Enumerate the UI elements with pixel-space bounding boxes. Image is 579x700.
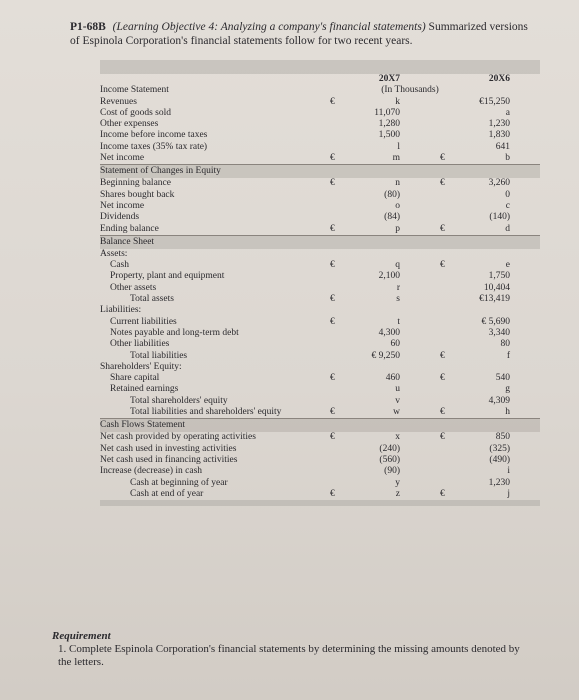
value-20x6: e xyxy=(505,260,510,271)
value-20x6: b xyxy=(505,153,510,164)
value-20x6: 80 xyxy=(500,339,510,350)
value-20x7: y xyxy=(395,477,400,488)
financial-statements-table xyxy=(100,60,540,506)
value-20x6: g xyxy=(505,384,510,395)
value-20x7: r xyxy=(396,282,400,293)
currency-symbol-20x7: € xyxy=(330,260,335,271)
table-row xyxy=(100,271,540,282)
value-20x7: (560) xyxy=(379,454,400,465)
value-20x7: t xyxy=(397,316,400,327)
row-label: Total liabilities xyxy=(130,350,188,361)
currency-symbol-20x7: € xyxy=(330,316,335,327)
row-label: Net cash provided by operating activities xyxy=(100,432,256,443)
units-label: (In Thousands) xyxy=(381,85,439,96)
row-label: Income before income taxes xyxy=(100,130,208,141)
currency-symbol-20x6: € xyxy=(440,407,445,418)
currency-symbol-20x6: € xyxy=(440,488,445,499)
row-label: Net cash used in investing activities xyxy=(100,443,237,454)
value-20x6: h xyxy=(505,407,510,418)
value-20x7: x xyxy=(395,432,400,443)
currency-symbol-20x7: € xyxy=(330,488,335,499)
value-20x7: 11,070 xyxy=(374,107,400,118)
value-20x6: 540 xyxy=(495,373,510,384)
row-label: Dividends xyxy=(100,212,140,223)
value-20x6: 0 xyxy=(505,189,510,200)
currency-symbol-20x7: € xyxy=(330,294,335,305)
section-title-equity: Statement of Changes in Equity xyxy=(100,166,221,177)
value-20x6: (325) xyxy=(489,443,510,454)
value-20x6: 850 xyxy=(495,432,510,443)
row-label: Increase (decrease) in cash xyxy=(100,466,203,477)
row-label: Current liabilities xyxy=(110,316,177,327)
currency-symbol-20x6: € xyxy=(440,350,445,361)
value-20x6: 1,830 xyxy=(488,130,510,141)
row-label: Net income xyxy=(100,153,145,164)
value-20x6: 3,260 xyxy=(488,178,510,189)
value-20x7: (240) xyxy=(379,443,400,454)
currency-symbol-20x7: € xyxy=(330,223,335,234)
row-label: Property, plant and equipment xyxy=(110,271,225,282)
section-title-income-statement: Income Statement xyxy=(100,85,169,96)
value-20x7: s xyxy=(396,294,400,305)
problem-statement xyxy=(70,20,540,48)
value-20x7: 4,300 xyxy=(378,327,400,338)
column-header-20x6: 20X6 xyxy=(488,74,510,84)
table-row xyxy=(100,351,540,362)
table-row xyxy=(100,190,540,201)
value-20x7: € 9,250 xyxy=(371,350,400,361)
row-label: Cash xyxy=(110,260,129,271)
table-row xyxy=(100,224,540,235)
table-row xyxy=(100,466,540,477)
table-row xyxy=(100,478,540,489)
table-top-band xyxy=(100,60,540,74)
column-header-20x7: 20X7 xyxy=(378,74,400,84)
value-20x6: €15,250 xyxy=(479,96,510,107)
requirement-heading: Requirement xyxy=(52,630,111,642)
income-statement-rows xyxy=(100,97,540,165)
table-row xyxy=(100,97,540,108)
value-20x7: 1,280 xyxy=(378,119,400,130)
row-label: Cost of goods sold xyxy=(100,107,171,118)
row-label: Notes payable and long-term debt xyxy=(110,327,239,338)
equity-label-row xyxy=(100,362,540,373)
asset-rows xyxy=(100,260,540,305)
table-row xyxy=(100,212,540,223)
cashflow-section-header xyxy=(100,418,540,432)
row-label: Shares bought back xyxy=(100,189,175,200)
value-20x6: a xyxy=(505,107,510,118)
value-20x6: 641 xyxy=(495,141,510,152)
currency-symbol-20x6: € xyxy=(440,153,445,164)
table-row xyxy=(100,455,540,466)
table-row xyxy=(100,119,540,130)
value-20x6: 10,404 xyxy=(483,282,510,293)
table-bottom-band xyxy=(100,500,540,506)
shareholders-equity-label: Shareholders' Equity: xyxy=(100,361,182,372)
problem-text: Summarized versions of Espinola Corporation's financial statements follow for two recent years. xyxy=(70,21,528,47)
row-label: Cash at beginning of year xyxy=(130,477,228,488)
row-label: Net income xyxy=(100,200,145,211)
currency-symbol-20x7: € xyxy=(330,178,335,189)
value-20x7: k xyxy=(395,96,400,107)
table-row xyxy=(100,130,540,141)
section-title-balance-sheet: Balance Sheet xyxy=(100,236,155,247)
value-20x7: q xyxy=(395,260,400,271)
liabilities-label: Liabilities: xyxy=(100,305,142,316)
value-20x7: 1,500 xyxy=(378,130,400,141)
currency-symbol-20x7: € xyxy=(330,153,335,164)
value-20x7: (90) xyxy=(384,466,400,477)
currency-symbol-20x6: € xyxy=(440,260,445,271)
value-20x6: f xyxy=(506,350,510,361)
table-row xyxy=(100,317,540,328)
row-label: Other expenses xyxy=(100,119,159,130)
equity-rows xyxy=(100,178,540,234)
cash-flow-rows xyxy=(100,432,540,500)
table-row xyxy=(100,260,540,271)
requirement-item: 1. Complete Espinola Corporation's financial statements by determining the missing amounts denoted by the letters. xyxy=(58,643,520,668)
value-20x6: 3,340 xyxy=(488,327,510,338)
learning-objective: (Learning Objective 4: Analyzing a company's financial statements) xyxy=(112,21,426,33)
row-label: Total shareholders' equity xyxy=(130,395,228,406)
currency-symbol-20x6: € xyxy=(440,432,445,443)
assets-label-row xyxy=(100,249,540,260)
value-20x7: (84) xyxy=(384,212,400,223)
value-20x6: 1,230 xyxy=(488,119,510,130)
table-row xyxy=(100,373,540,384)
row-label: Total liabilities and shareholders' equity xyxy=(130,407,282,418)
equity-section-header xyxy=(100,164,540,178)
currency-symbol-20x7: € xyxy=(330,96,335,107)
value-20x6: (490) xyxy=(489,454,510,465)
table-row xyxy=(100,142,540,153)
header-years-row xyxy=(100,74,540,85)
value-20x7: n xyxy=(395,178,400,189)
value-20x6: (140) xyxy=(489,212,510,223)
table-row xyxy=(100,153,540,164)
value-20x6: i xyxy=(507,466,510,477)
row-label: Cash at end of year xyxy=(130,488,204,499)
table-row xyxy=(100,283,540,294)
value-20x7: v xyxy=(395,395,400,406)
row-label: Net cash used in financing activities xyxy=(100,454,238,465)
shareholders-equity-rows xyxy=(100,373,540,418)
table-row xyxy=(100,294,540,305)
table-row xyxy=(100,489,540,500)
row-label: Income taxes (35% tax rate) xyxy=(100,141,208,152)
liability-rows xyxy=(100,317,540,362)
value-20x7: 2,100 xyxy=(378,271,400,282)
table-row xyxy=(100,201,540,212)
table-row xyxy=(100,444,540,455)
value-20x7: l xyxy=(397,141,400,152)
table-row xyxy=(100,339,540,350)
value-20x6: 1,750 xyxy=(488,271,510,282)
row-label: Ending balance xyxy=(100,223,159,234)
value-20x6: € 5,690 xyxy=(481,316,510,327)
problem-id: P1-68B xyxy=(70,21,106,33)
value-20x7: w xyxy=(393,407,400,418)
value-20x7: z xyxy=(395,488,400,499)
value-20x7: o xyxy=(395,200,400,211)
requirement-block xyxy=(52,630,532,669)
currency-symbol-20x6: € xyxy=(440,373,445,384)
income-statement-title-row xyxy=(100,85,540,96)
table-row xyxy=(100,328,540,339)
row-label: Revenues xyxy=(100,96,137,107)
row-label: Beginning balance xyxy=(100,178,171,189)
currency-symbol-20x6: € xyxy=(440,223,445,234)
value-20x6: 1,230 xyxy=(488,477,510,488)
value-20x7: m xyxy=(392,153,400,164)
value-20x7: 460 xyxy=(385,373,400,384)
value-20x6: d xyxy=(505,223,510,234)
table-row xyxy=(100,432,540,443)
row-label: Retained earnings xyxy=(110,384,179,395)
table-row xyxy=(100,396,540,407)
row-label: Total assets xyxy=(130,294,174,305)
value-20x7: p xyxy=(395,223,400,234)
table-row xyxy=(100,384,540,395)
currency-symbol-20x7: € xyxy=(330,373,335,384)
assets-label: Assets: xyxy=(100,248,128,259)
section-title-cash-flows: Cash Flows Statement xyxy=(100,420,185,431)
value-20x7: 60 xyxy=(390,339,400,350)
value-20x7: u xyxy=(395,384,400,395)
value-20x6: €13,419 xyxy=(479,294,510,305)
table-row xyxy=(100,407,540,418)
value-20x6: c xyxy=(505,200,510,211)
row-label: Other liabilities xyxy=(110,339,170,350)
value-20x7: (80) xyxy=(384,189,400,200)
row-label: Other assets xyxy=(110,282,157,293)
value-20x6: j xyxy=(507,488,510,499)
value-20x6: 4,309 xyxy=(488,395,510,406)
table-row xyxy=(100,178,540,189)
currency-symbol-20x7: € xyxy=(330,407,335,418)
table-row xyxy=(100,108,540,119)
currency-symbol-20x7: € xyxy=(330,432,335,443)
balance-section-header xyxy=(100,235,540,249)
row-label: Share capital xyxy=(110,373,160,384)
liabilities-label-row xyxy=(100,305,540,316)
currency-symbol-20x6: € xyxy=(440,178,445,189)
